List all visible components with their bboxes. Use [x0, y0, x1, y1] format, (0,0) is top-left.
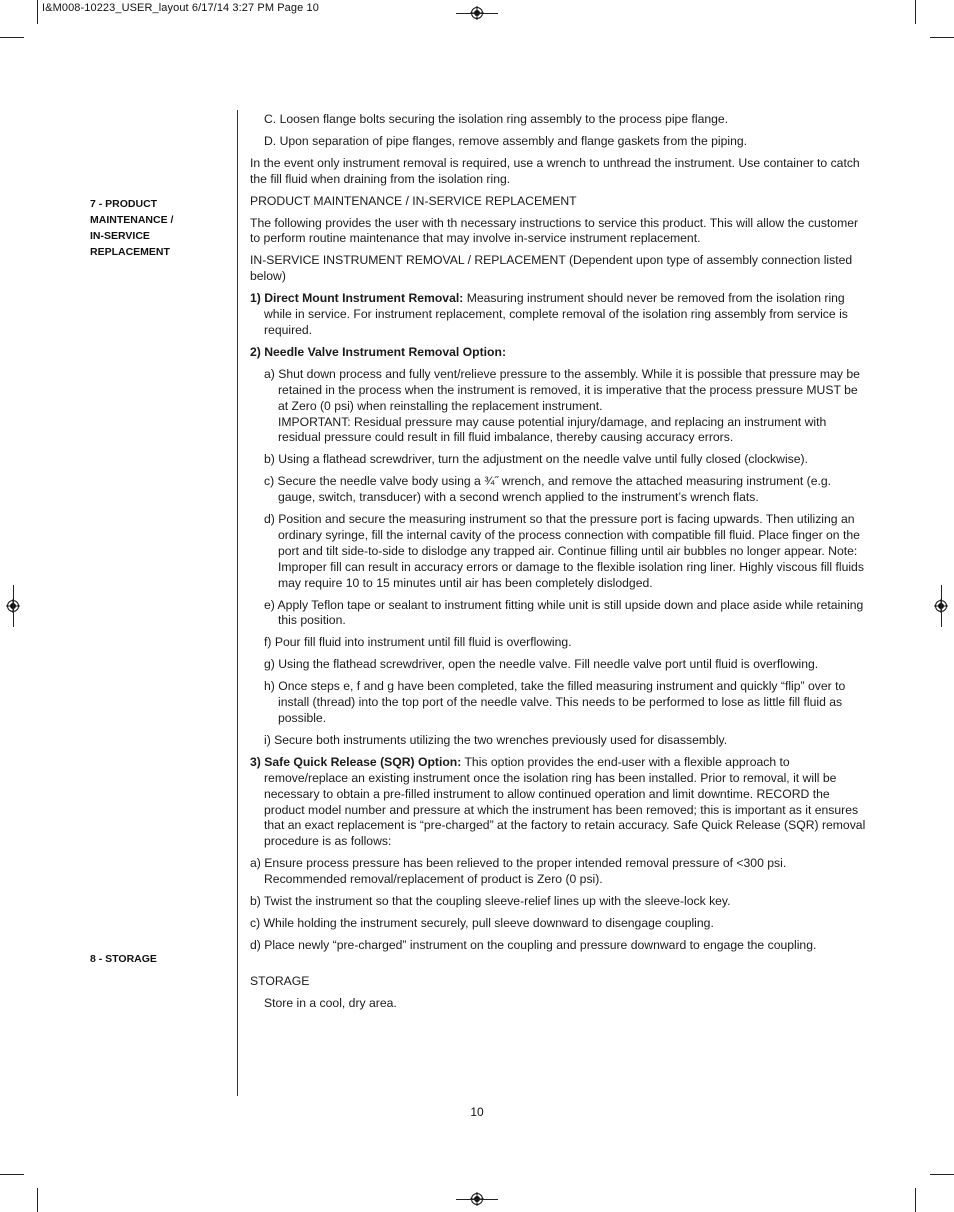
sqr-step-b: b) Twist the instrument so that the coupling sleeve-relief lines up with the sleeve-lock key. [250, 894, 731, 909]
in-service-note: (Dependent upon type of assembly connection listed below) [250, 253, 853, 284]
section-heading-line: 8 - STORAGE [90, 953, 157, 965]
crop-mark [37, 0, 38, 24]
needle-valve-step-e: e) Apply Teflon tape or sealant to instrument fitting while unit is still upside down and place aside while retaining this position. [264, 597, 864, 628]
direct-mount-text: Measuring instrument should never be removed from the isolation ring while in service. For instrument replacement, complete removal of the isolation ring assembly from service is required. [264, 291, 848, 337]
sqr-text: This option provides the end-user with a flexible approach to remove/replace an existing instrument once the isolation ring has been installed. Prior to removal, it will be necessary to obtain a pre-filled instrument to allow continued operation and limit downtime. RECORD the product model number and pressure at which the instrument has been removed; this is important as it ensures that an exact replacement is “pre-charged” at the factory to retain accuracy. Safe Quick Release (SQR) removal procedure is as follows: [264, 754, 866, 849]
needle-valve-step-b: b) Using a flathead screwdriver, turn the adjustment on the needle valve until fully closed (clockwise). [264, 452, 808, 467]
registration-line [456, 1199, 498, 1200]
needle-valve-step-i: i) Secure both instruments utilizing the two wrenches previously used for disassembly. [264, 732, 728, 747]
maintenance-heading: PRODUCT MAINTENANCE / IN-SERVICE REPLACEMENT [250, 193, 577, 208]
maintenance-intro: The following provides the user with th necessary instructions to service this product. This will allow the customer to perform routine maintenance that may involve in-service instrument replacement. [250, 215, 859, 246]
sqr-label: 3) Safe Quick Release (SQR) Option: [250, 754, 462, 769]
needle-valve-step-g: g) Using the flathead screwdriver, open the needle valve. Fill needle valve port until fluid is overflowing. [264, 657, 819, 672]
important-note: IMPORTANT: Residual pressure may cause potential injury/damage, and replacing an instrument with residual pressure could result in fill fluid imbalance, thereby causing accuracy errors. [278, 414, 827, 445]
crop-mark [915, 1188, 916, 1212]
registration-line [13, 585, 14, 627]
column-divider [237, 110, 238, 1096]
direct-mount-label: 1) Direct Mount Instrument Removal: [250, 291, 464, 306]
print-slug: I&M008-10223_USER_layout 6/17/14 3:27 PM Page 10 [42, 2, 319, 14]
needle-valve-heading: 2) Needle Valve Instrument Removal Option: [250, 344, 507, 359]
instrument-removal-note: In the event only instrument removal is required, use a wrench to unthread the instrument. Use container to catch the fill fluid when draining from the isolation ring. [250, 155, 860, 186]
storage-heading: STORAGE [250, 973, 310, 988]
in-service-label: IN-SERVICE INSTRUMENT REMOVAL / REPLACEMENT [250, 253, 566, 268]
in-service-removal-heading [250, 253, 866, 285]
section-heading-storage [90, 951, 157, 967]
page-number: 10 [470, 1105, 484, 1119]
sqr-step-d: d) Place newly “pre-charged” instrument on the coupling and pressure downward to engage the coupling. [250, 937, 817, 952]
crop-mark [0, 37, 24, 38]
removal-step-c: C. Loosen flange bolts securing the isolation ring assembly to the process pipe flange. [264, 112, 729, 126]
needle-valve-step-a-text: a) Shut down process and fully vent/relieve pressure to the assembly. While it is possible that pressure may be retained in the process when the instrument is removed, it is imperative that the process pressure MUST be at Zero (0 psi) when reinstalling the replacement instrument. [264, 366, 860, 413]
main-content [250, 112, 866, 1018]
sqr-step-a: a) Ensure process pressure has been relieved to the proper intended removal pressure of <300 psi. Recommended removal/replacement of product is Zero (0 psi). [250, 856, 787, 887]
storage-text: Store in a cool, dry area. [264, 995, 397, 1010]
crop-mark [915, 0, 916, 24]
section-heading-maintenance [90, 196, 173, 260]
crop-mark [37, 1188, 38, 1212]
needle-valve-step-c: c) Secure the needle valve body using a ¾˝ wrench, and remove the attached measuring instrument (e.g. gauge, switch, transducer) with a second wrench applied to the instrument’s wrench flats. [264, 474, 832, 505]
section-heading-line: MAINTENANCE / [90, 214, 174, 226]
sqr-step-c: c) While holding the instrument securely, pull sleeve downward to disengage coupling. [250, 915, 714, 930]
needle-valve-step-f: f) Pour fill fluid into instrument until fill fluid is overflowing. [264, 635, 572, 650]
removal-step-d: D. Upon separation of pipe flanges, remove assembly and flange gaskets from the piping. [264, 133, 748, 148]
crop-mark [930, 37, 954, 38]
direct-mount-item [250, 291, 866, 339]
sqr-item [250, 755, 866, 850]
needle-valve-step-h: h) Once steps e, f and g have been completed, take the filled measuring instrument and quickly “flip” over to install (thread) into the top port of the needle valve. This needs to be performed to lose as little fill fluid as possible. [264, 679, 846, 725]
registration-line [456, 13, 498, 14]
section-heading-line: REPLACEMENT [90, 246, 170, 258]
crop-mark [930, 1174, 954, 1175]
section-heading-line: IN-SERVICE [90, 230, 150, 242]
needle-valve-step-d: d) Position and secure the measuring instrument so that the pressure port is facing upwards. Then utilizing an ordinary syringe, fill the internal cavity of the process connection with compatible fill fluid. Place finger on the port and tilt side-to-side to dislodge any trapped air. Continue filling until air bubbles no longer appear. Note: Improper fill can result in accuracy errors or damage to the flexible isolation ring liner. Highly viscous fill fluids may require 10 to 15 minutes until air has been completely dislodged. [264, 512, 864, 590]
needle-valve-step-a [250, 367, 866, 447]
crop-mark [0, 1174, 24, 1175]
registration-line [941, 585, 942, 627]
section-heading-line: 7 - PRODUCT [90, 198, 158, 210]
